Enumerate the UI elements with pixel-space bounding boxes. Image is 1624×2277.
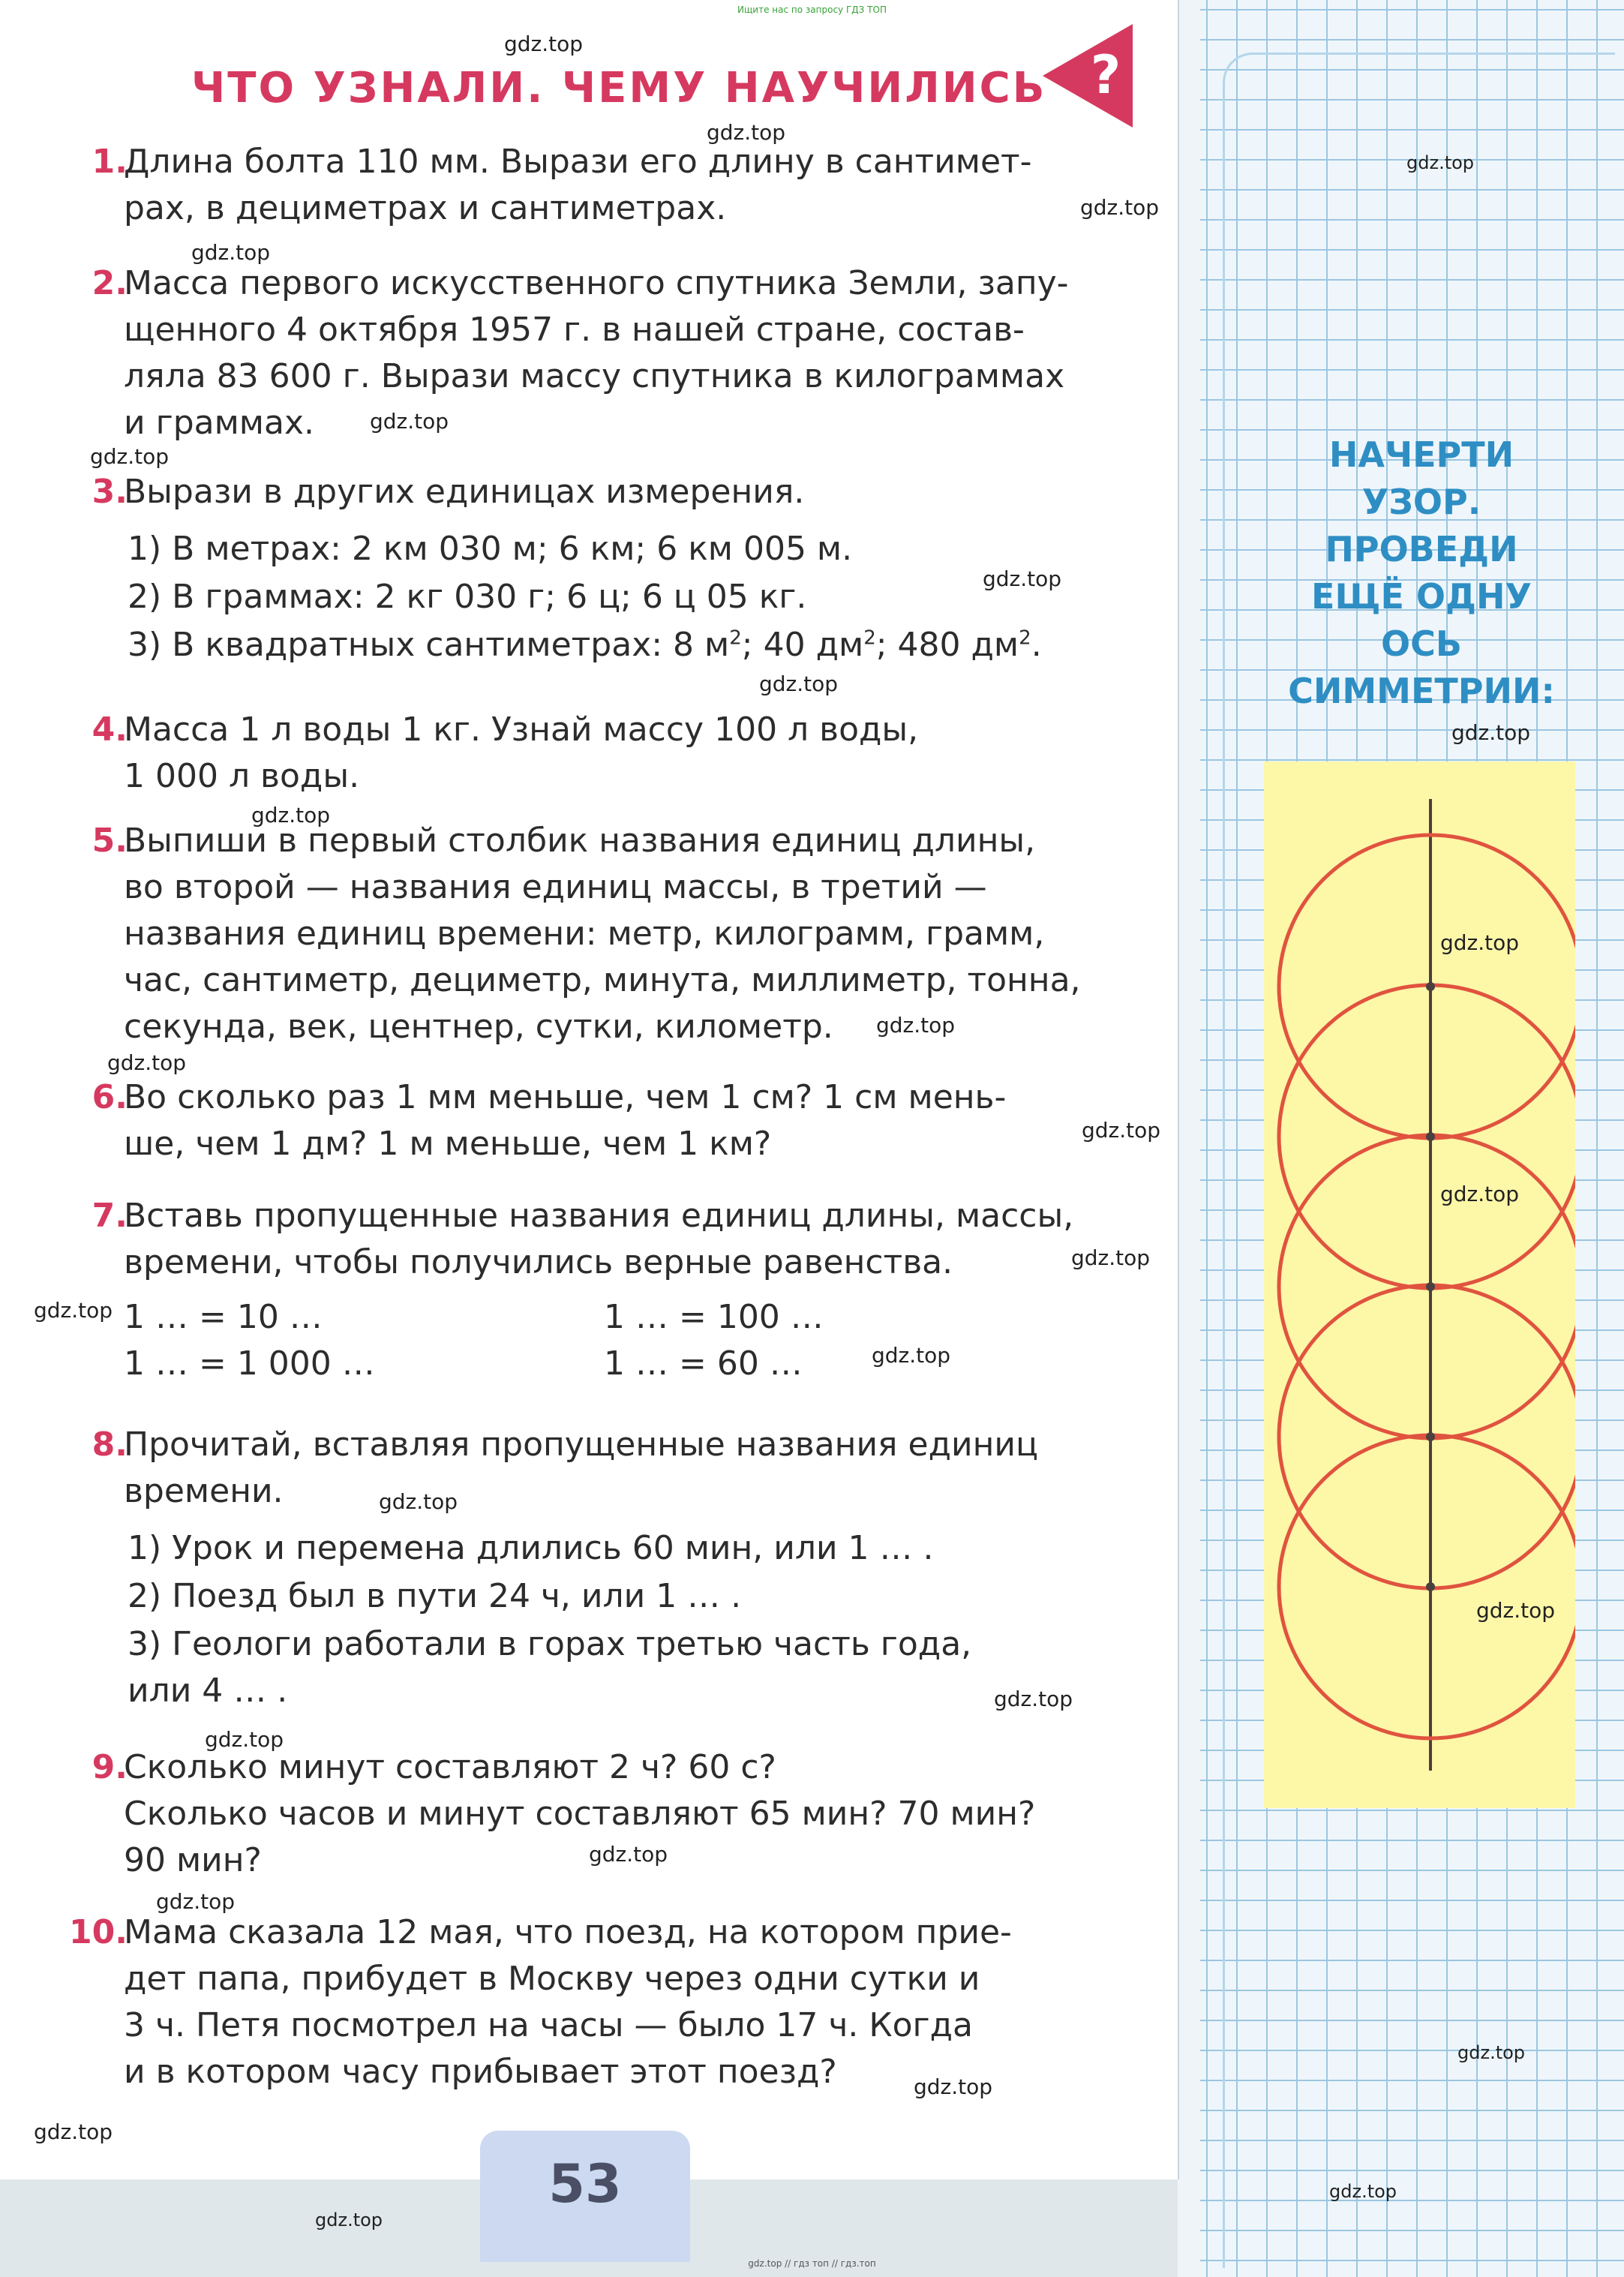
task-subitem-area: 3) В квадратных сантиметрах: 8 $м^2$; 40 $дм^2$; 480 $дм^2$. xyxy=(128,626,1042,664)
task-line: Мама сказала 12 мая, что поезд, на котором прие- xyxy=(124,1913,1012,1951)
watermark: gdz.top xyxy=(1080,195,1160,220)
watermark: gdz.top xyxy=(107,1050,187,1075)
watermark: gdz.top xyxy=(379,1489,458,1514)
watermark: gdz.top xyxy=(1476,1598,1556,1623)
task-number: 6. xyxy=(92,1078,128,1116)
task-1 xyxy=(68,139,1148,232)
task-line: Масса первого искусственного спутника Земли, запу- xyxy=(124,264,1069,302)
task-6 xyxy=(68,1074,1148,1167)
circle-pattern xyxy=(1264,762,1575,1808)
task-subitem: 2) В граммах: 2 кг 030 г; 6 ц; 6 ц 05 кг. xyxy=(128,578,807,616)
task-subitem: или 4 … . xyxy=(128,1672,288,1710)
side-line: НАЧЕРТИ xyxy=(1328,434,1514,475)
watermark: gdz.top xyxy=(589,1842,668,1867)
watermark: gdz.top xyxy=(872,1343,951,1368)
side-line: СИММЕТРИИ: xyxy=(1288,671,1555,711)
watermark: gdz.top xyxy=(191,240,271,265)
task-7-equalities xyxy=(124,1294,949,1387)
page-number: 53 xyxy=(548,2153,622,2215)
task-number: 2. xyxy=(92,264,128,302)
side-line: УЗОР. xyxy=(1361,482,1481,522)
question-badge-icon xyxy=(1043,24,1133,128)
task-line: и граммах. xyxy=(124,404,314,442)
task-number: 3. xyxy=(92,473,128,511)
equality: 1 … = 100 … xyxy=(604,1298,824,1336)
task-4 xyxy=(68,707,1148,800)
task-line: щенного 4 октября 1957 г. в нашей стране, состав- xyxy=(124,311,1025,349)
watermark: gdz.top xyxy=(914,2074,993,2099)
watermark: gdz.top xyxy=(1457,2042,1526,2063)
side-line: ЕЩЁ ОДНУ xyxy=(1311,576,1532,617)
watermark: gdz.top xyxy=(1082,1118,1161,1143)
watermark: gdz.top xyxy=(759,671,839,696)
watermark: gdz.top xyxy=(315,2209,383,2230)
equality: 1 … = 10 … xyxy=(124,1298,323,1336)
side-instruction xyxy=(1275,431,1568,715)
task-number: 7. xyxy=(92,1197,128,1235)
task-line: Вырази в других единицах измерения. xyxy=(124,473,805,511)
task-number: 8. xyxy=(92,1425,128,1464)
task-line: рах, в дециметрах и сантиметрах. xyxy=(124,189,727,227)
watermark: gdz.top xyxy=(34,2119,113,2144)
bottom-note: gdz.top // гдз топ // гдз.топ xyxy=(748,2258,876,2269)
watermark: gdz.top xyxy=(707,120,786,145)
task-line: времени, чтобы получились верные равенства. xyxy=(124,1243,953,1281)
task-line: Сколько часов и минут составляют 65 мин? 70 мин? xyxy=(124,1795,1036,1833)
task-2 xyxy=(68,260,1148,446)
task-subitem: 1) В метрах: 2 км 030 м; 6 км; 6 км 005 м. xyxy=(128,530,853,568)
task-line: дет папа, прибудет в Москву через одни сутки и xyxy=(124,1960,980,1998)
task-subitem: 3) Геологи работали в горах третью часть года, xyxy=(128,1625,972,1663)
task-subitem: 1) Урок и перемена длились 60 мин, или 1 … . xyxy=(128,1529,934,1567)
task-line: Выпиши в первый столбик названия единиц длины, xyxy=(124,822,1036,860)
task-number: 1. xyxy=(92,143,128,181)
watermark: gdz.top xyxy=(994,1687,1073,1711)
task-10 xyxy=(68,1909,1148,2095)
side-line: ОСЬ xyxy=(1381,623,1462,664)
watermark: gdz.top xyxy=(156,1889,236,1914)
watermark: gdz.top xyxy=(251,803,331,828)
task-line: Сколько минут составляют 2 ч? 60 с? xyxy=(124,1748,776,1786)
top-note: Ищите нас по запросу ГДЗ ТОП xyxy=(737,5,887,15)
center-dot xyxy=(1426,1432,1435,1441)
task-line: секунда, век, центнер, сутки, километр. xyxy=(124,1008,833,1046)
watermark: gdz.top xyxy=(1329,2181,1397,2202)
watermark: gdz.top xyxy=(504,32,584,56)
center-dot xyxy=(1426,982,1435,991)
task-line: 1 000 л воды. xyxy=(124,757,360,795)
task-number: 5. xyxy=(92,822,128,860)
task-line: названия единиц времени: метр, килограмм, грамм, xyxy=(124,915,1045,953)
watermark: gdz.top xyxy=(34,1298,113,1323)
task-line: 3 ч. Петя посмотрел на часы — было 17 ч. Когда xyxy=(124,2006,974,2044)
watermark: gdz.top xyxy=(1071,1245,1151,1270)
task-number: 4. xyxy=(92,710,128,749)
watermark: gdz.top xyxy=(1451,720,1531,745)
task-line: Длина болта 110 мм. Вырази его длину в сантимет- xyxy=(124,143,1032,181)
watermark: gdz.top xyxy=(983,566,1062,591)
watermark: gdz.top xyxy=(370,409,449,434)
center-dot xyxy=(1426,1132,1435,1141)
task-8 xyxy=(68,1422,1148,1714)
task-line: Прочитай, вставляя пропущенные названия единиц xyxy=(124,1425,1038,1464)
center-dot xyxy=(1426,1582,1435,1591)
task-line: и в котором часу прибывает этот поезд? xyxy=(124,2053,837,2091)
task-line: Во сколько раз 1 мм меньше, чем 1 см? 1 см мень- xyxy=(124,1078,1007,1116)
task-line: времени. xyxy=(124,1472,284,1510)
watermark: gdz.top xyxy=(1440,1182,1520,1206)
task-7 xyxy=(68,1193,1151,1286)
task-5 xyxy=(68,818,1148,1050)
badge-text: ? xyxy=(1090,44,1121,106)
task-line: во второй — названия единиц массы, в третий — xyxy=(124,868,987,906)
equality: 1 … = 1 000 … xyxy=(124,1344,375,1383)
task-line: час, сантиметр, дециметр, минута, миллиметр, тонна, xyxy=(124,961,1081,999)
watermark: gdz.top xyxy=(1406,152,1475,173)
page-title: ЧТО УЗНАЛИ. ЧЕМУ НАУЧИЛИСЬ xyxy=(191,64,1047,113)
task-subitem: 2) Поезд был в пути 24 ч, или 1 … . xyxy=(128,1577,742,1615)
task-number: 9. xyxy=(92,1748,128,1786)
task-line: Масса 1 л воды 1 кг. Узнай массу 100 л воды, xyxy=(124,710,919,749)
watermark: gdz.top xyxy=(876,1013,956,1038)
task-number: 10. xyxy=(69,1913,128,1951)
task-line: ляла 83 600 г. Вырази массу спутника в килограммах xyxy=(124,357,1065,395)
center-dot xyxy=(1426,1282,1435,1291)
task-line: 90 мин? xyxy=(124,1841,262,1879)
watermark: gdz.top xyxy=(90,444,170,469)
watermark: gdz.top xyxy=(1440,930,1520,955)
watermark: gdz.top xyxy=(205,1727,284,1752)
side-line: ПРОВЕДИ xyxy=(1325,529,1518,569)
task-line: ше, чем 1 дм? 1 м меньше, чем 1 км? xyxy=(124,1125,772,1163)
equality: 1 … = 60 … xyxy=(604,1344,803,1383)
task-line: Вставь пропущенные названия единиц длины, массы, xyxy=(124,1197,1074,1235)
